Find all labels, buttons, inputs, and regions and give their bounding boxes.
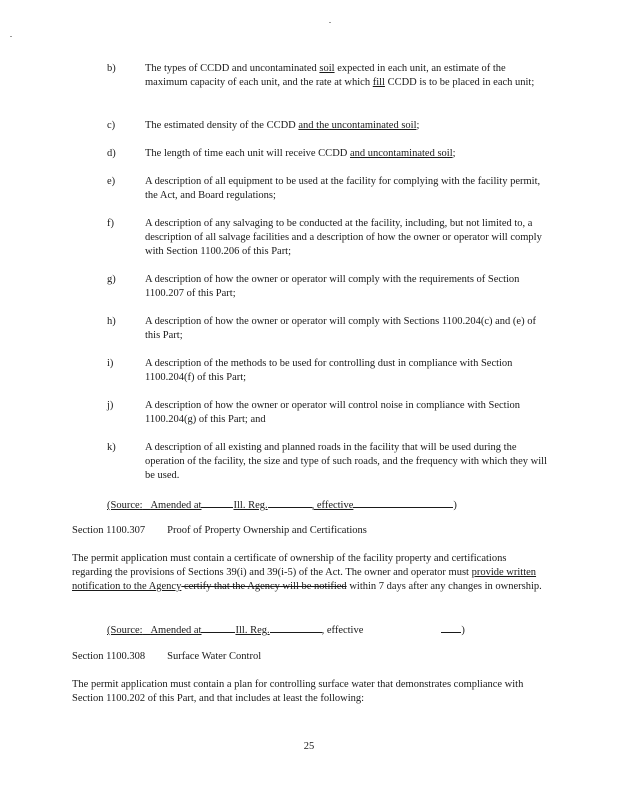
item-label: j) — [107, 400, 114, 411]
source-open: (Source: — [107, 500, 143, 511]
source-amended: Amended at — [150, 625, 202, 636]
item-label: h) — [107, 316, 116, 327]
item-label: k) — [107, 442, 116, 453]
source-effective: , effective — [321, 625, 364, 636]
blank-line — [441, 622, 461, 633]
blank-line — [201, 497, 233, 508]
blank-line — [268, 497, 312, 508]
source-note — [107, 622, 547, 638]
inserted-text: soil — [319, 63, 335, 74]
item-text: A description of the methods to be used for controlling dust in compliance with Section 1100.204(f) of this Part; — [145, 358, 513, 383]
item-label: c) — [107, 120, 116, 131]
section-number: Section 1100.308 — [72, 651, 146, 662]
inserted-text: provide written notification to the Agency — [72, 567, 537, 592]
item-label: b) — [107, 63, 116, 74]
list-item — [107, 175, 547, 203]
item-text: The length of time each unit will receive CCDD and uncontaminated soil; — [145, 148, 456, 159]
list-item — [107, 217, 547, 259]
inserted-text: and the uncontaminated soil — [298, 120, 417, 131]
blank-line — [353, 497, 453, 508]
list-item — [107, 399, 547, 427]
item-label: i) — [107, 358, 114, 369]
source-open: (Source: — [107, 625, 143, 636]
page-number: 25 — [303, 741, 315, 752]
list-item — [107, 273, 547, 301]
item-label: e) — [107, 176, 116, 187]
section-paragraph: The permit application must contain a certificate of ownership of the facility property and certifications regarding the provisions of Sections 39(i) and 39(i-5) of the Act. The owner and operator must provide written notification to the Agency certify that the Agency will be notified within 7 days after any changes in ownership. — [72, 553, 542, 592]
item-label: f) — [107, 218, 114, 229]
source-reg: Ill. Reg. — [233, 500, 268, 511]
list-item — [107, 147, 547, 161]
scan-speck — [329, 22, 331, 23]
blank-line — [270, 622, 322, 633]
item-text: A description of any salvaging to be conducted at the facility, including, but not limited to, a description of all salvage facilities and a description of how the owner or operator will comply with Section 1100.206 of this Part; — [145, 218, 542, 257]
source-effective: , effective — [311, 500, 354, 511]
item-text: The estimated density of the CCDD and the uncontaminated soil; — [145, 120, 420, 131]
source-close: ) — [453, 500, 457, 511]
source-note — [107, 497, 547, 513]
item-text: A description of all equipment to be used at the facility for complying with the facility permit, the Act, and Board regulations; — [145, 176, 541, 201]
deleted-text: certify that the Agency will be notified — [181, 581, 347, 592]
item-text: The types of CCDD and uncontaminated soil expected in each unit, an estimate of the maximum capacity of each unit, and the rate at which fill CCDD is to be placed in each unit; — [145, 63, 535, 88]
item-label: g) — [107, 274, 116, 285]
item-text: A description of how the owner or operator will comply with the requirements of Section 1100.207 of this Part; — [145, 274, 520, 299]
item-text: A description of how the owner or operator will comply with Sections 1100.204(c) and (e) of this Part; — [145, 316, 536, 341]
scan-speck — [10, 36, 12, 37]
list-item — [107, 357, 547, 385]
list-item — [107, 315, 547, 343]
section-title: Surface Water Control — [167, 651, 262, 662]
item-label: d) — [107, 148, 116, 159]
section-heading — [72, 524, 367, 538]
section-title: Proof of Property Ownership and Certifications — [167, 525, 367, 536]
section-paragraph: The permit application must contain a plan for controlling surface water that demonstrates compliance with Section 1100.202 of this Part, and that includes at least the following: — [72, 679, 524, 704]
blank-line — [201, 622, 235, 633]
source-reg: Ill. Reg. — [235, 625, 270, 636]
source-close: ) — [461, 625, 465, 636]
list-item — [107, 119, 547, 133]
inserted-text: and uncontaminated soil — [349, 148, 453, 159]
item-text: A description of how the owner or operator will control noise in compliance with Section 1100.204(g) of this Part; and — [145, 400, 520, 425]
item-text: A description of all existing and planned roads in the facility that will be used during the operation of the facility, the size and type of such roads, and the frequency with which they will be used. — [145, 442, 547, 481]
list-item — [107, 441, 547, 483]
section-heading — [72, 650, 261, 664]
inserted-text: fill — [372, 77, 385, 88]
section-number: Section 1100.307 — [72, 525, 146, 536]
list-item — [107, 62, 547, 90]
source-amended: Amended at — [150, 500, 202, 511]
